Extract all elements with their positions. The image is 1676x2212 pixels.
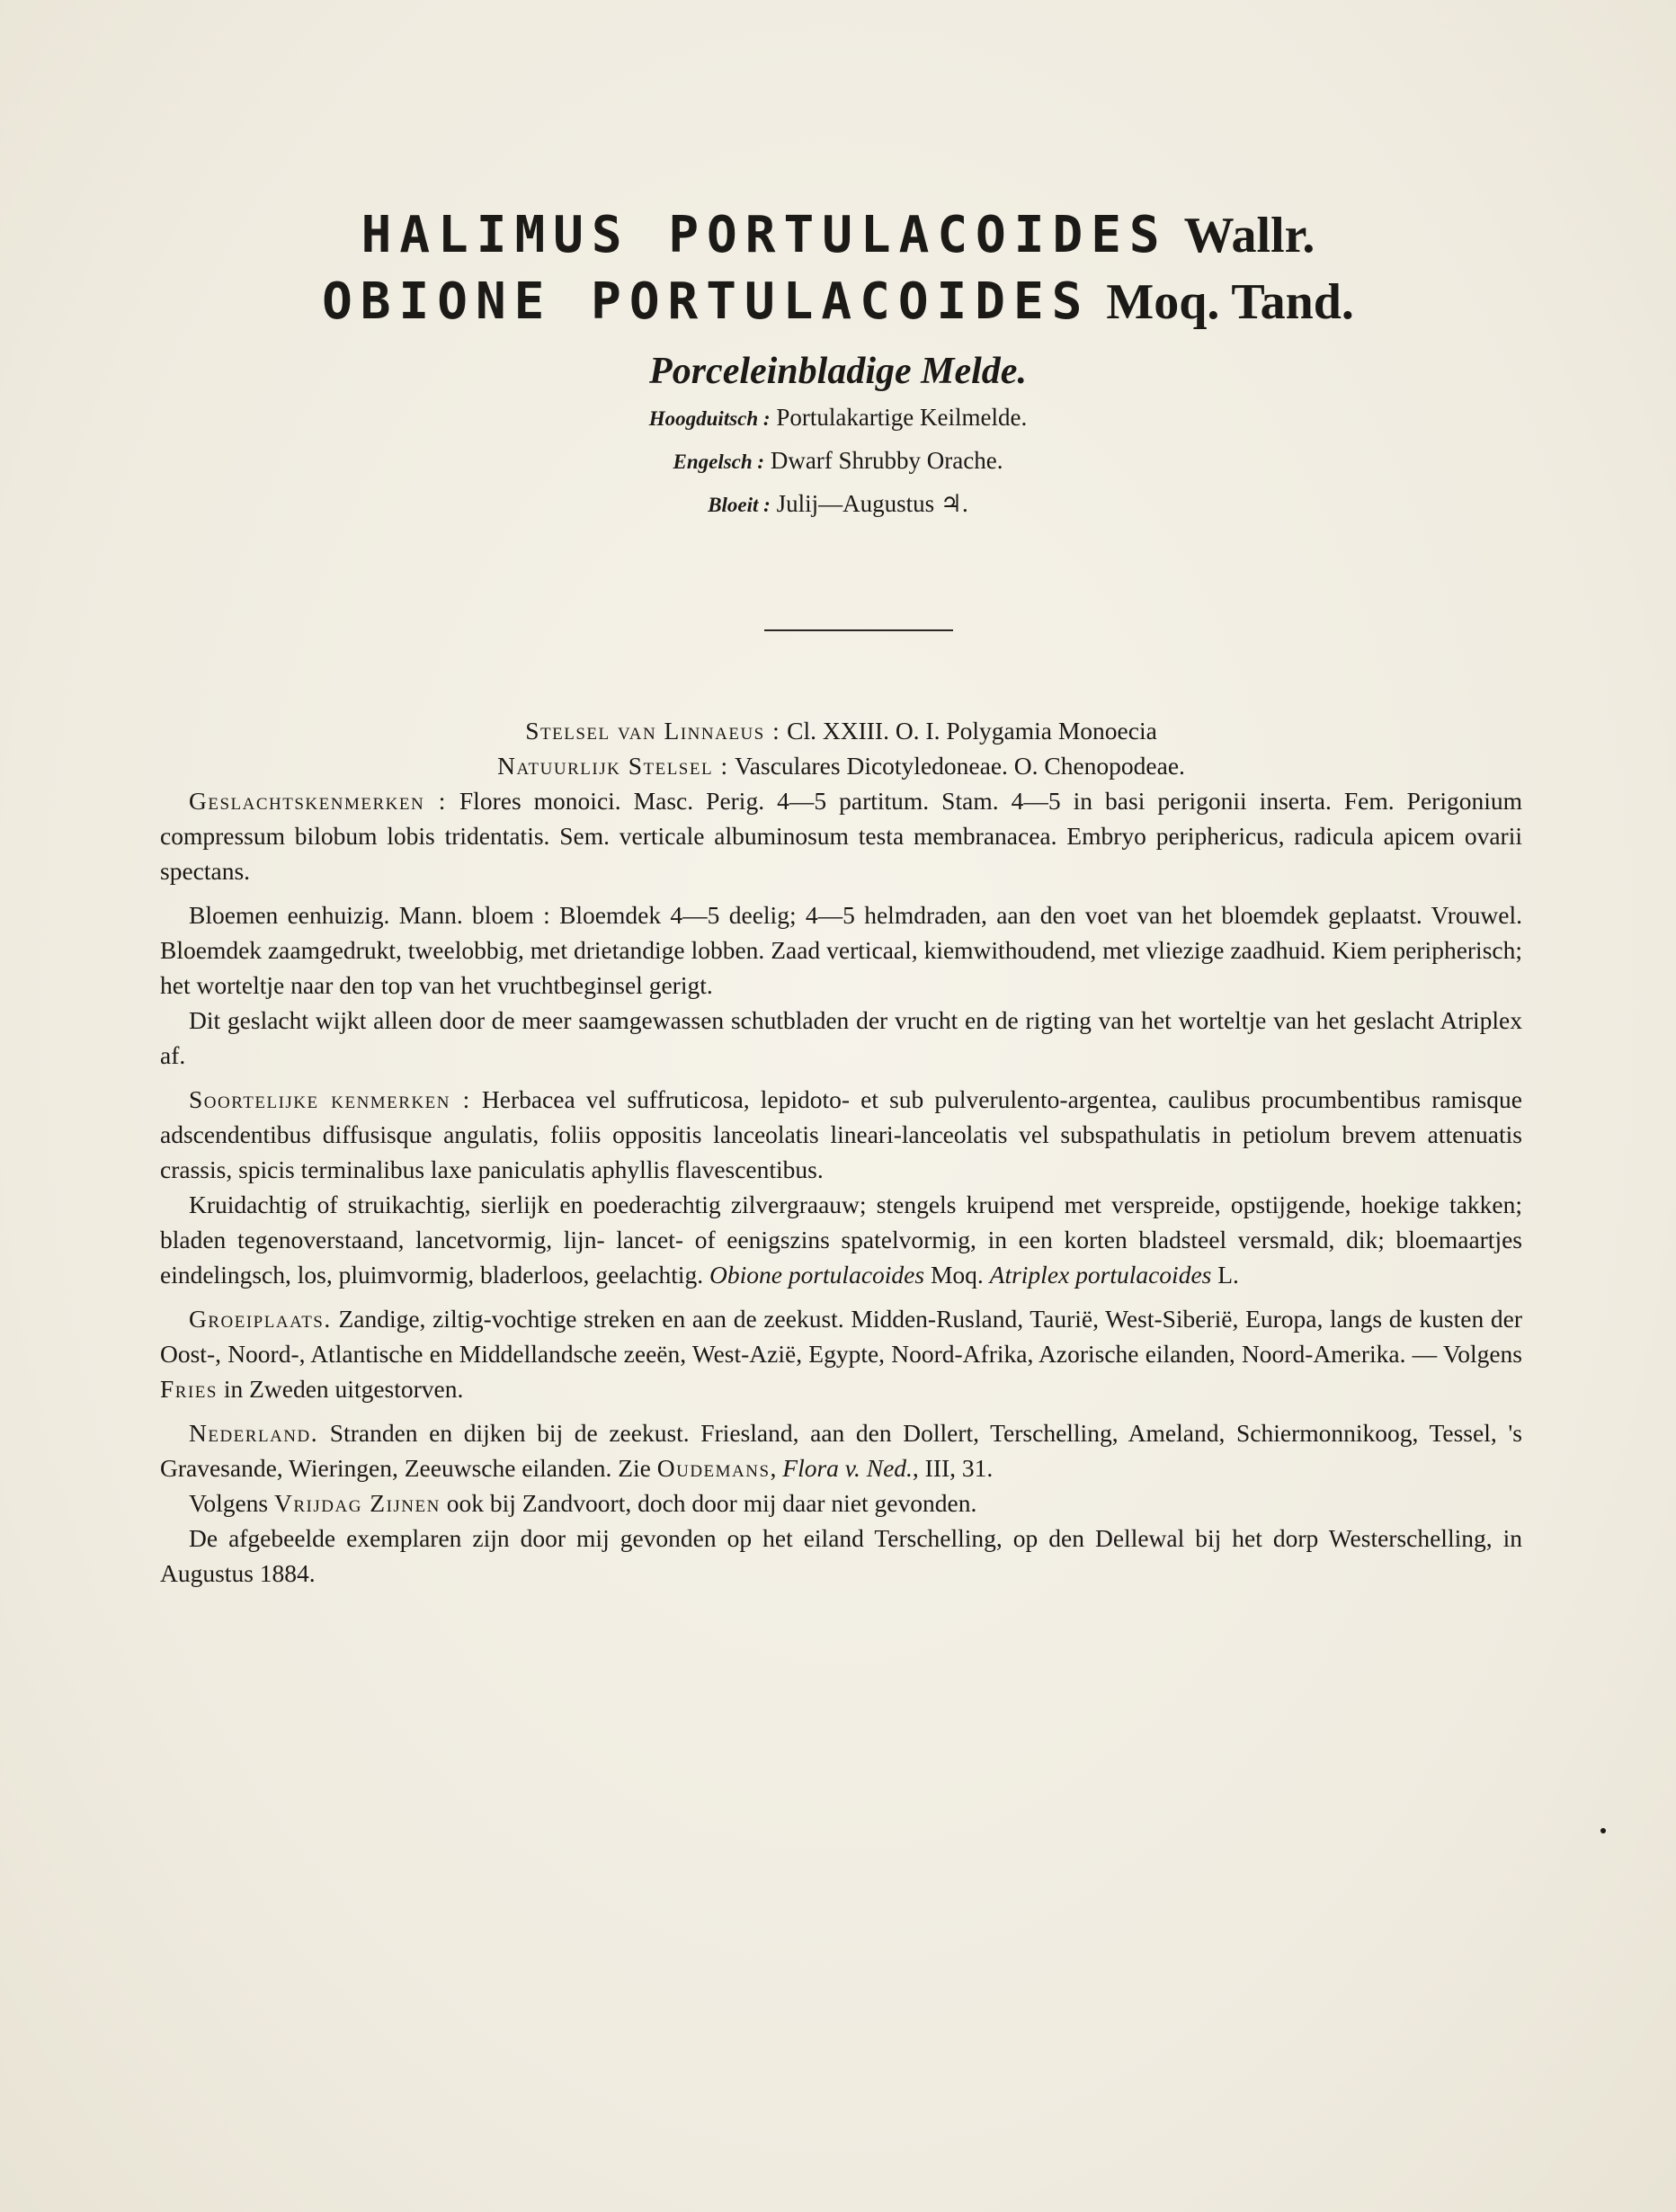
vrijdag-paragraph [160,1485,1522,1521]
linnaeus-label: Stelsel van Linnaeus : [525,717,781,745]
english-name: Dwarf Shrubby Orache. [770,447,1003,474]
vrijdag-text: ook bij Zandvoort, doch door mij daar niet gevonden. [446,1489,977,1517]
natural-label: Natuurlijk Stelsel : [497,752,729,780]
habitat-text: Zandige, ziltig-vochtige streken en aan de zeekust. Midden-Rusland, Taurië, West-Siberië, Europa, langs de kusten der Oost-, Noord-, Atlantische en Middellandsche zeeën, West-Azië, Egypte, Noord-Afrika, Azorische eilanden, Noord-Amerika. — Volgens [160,1305,1522,1368]
species-label: Soortelijke kenmerken : [189,1085,471,1113]
netherlands-text: Stranden en dijken bij de zeekust. Friesland, aan den Dollert, Terschelling, Ameland, Schiermonnikoog, Tessel, 's Gravesande, Wieringen, Zeeuwsche eilanden. Zie [160,1419,1523,1482]
habitat-paragraph [160,1301,1522,1406]
author-1: Wallr. [1183,208,1315,263]
divider-rule [764,629,953,631]
flora-reference: Flora v. Ned. [782,1454,913,1482]
specimen-paragraph: De afgebeelde exemplaren zijn door mij gevonden op het eiland Terschelling, op den Dellewal bij het dorp Westerschelling, in Augustus 1884. [160,1524,1522,1587]
english-name-line [0,440,1676,483]
title-line-2 [0,269,1676,335]
netherlands-label: Nederland. [189,1419,319,1447]
synonym-atriplex-author: L. [1217,1261,1239,1289]
netherlands-paragraph [160,1415,1522,1485]
habitat-label: Groeiplaats. [189,1305,332,1333]
synonym-atriplex: Atriplex portulacoides [989,1261,1212,1289]
oudemans-name: Oudemans [656,1454,771,1482]
title-line-1 [0,202,1676,269]
genus-latin-paragraph [160,783,1522,888]
author-2: Moq. Tand. [1106,274,1354,330]
scientific-name-2: OBIONE PORTULACOIDES [322,272,1091,331]
species-latin: Herbacea vel suffruticosa, lepidoto- et sub pulverulento-argentea, caulibus procumbentibus ramisque adscendentibus diffusisque angulatis, foliis oppositis lanceolatis lineari-lanceolatis vel subspathulatis in petiolum brevem attenuatis crassis, spicis terminalibus laxe paniculatis aphyllis flavescentibus. [160,1085,1523,1183]
bloom-label: Bloeit : [708,494,771,516]
german-label: Hoogduitsch : [648,407,771,430]
genus-note-paragraph: Dit geslacht wijkt alleen door de meer saamgewassen schutbladen der vrucht en de rigting van het worteltje van het geslacht Atriplex af. [160,1006,1522,1069]
ink-speck [1600,1828,1606,1833]
species-dutch: Kruidachtig of struikachtig, sierlijk en poederachtig zilvergraauw; stengels kruipend met verspreide, opstijgende, hoekige takken; bladen tegenoverstaand, lancetvormig, lijn- lancet- of eenigszins spatelvormig, in een korten bladsteel versmald, dik; bloemaartjes eindelingsch, los, pluimvormig, bladerloos, geelachtig. [160,1191,1522,1289]
comma: , [770,1454,777,1482]
description-body [160,713,1522,1591]
genus-dutch-paragraph: Bloemen eenhuizig. Mann. bloem : Bloemdek 4—5 deelig; 4—5 helmdraden, aan den voet van het bloemdek geplaatst. Vrouwel. Bloemdek zaamgedrukt, tweelobbig, met drietandige lobben. Zaad verticaal, kiemwithoudend, met vliezige zaadhuid. Kiem peripherisch; het worteltje naar den top van het vruchtbeginsel gerigt. [160,901,1522,999]
scientific-name-1: HALIMUS PORTULACOIDES [361,206,1168,264]
bloom-line [0,483,1676,526]
volgens-text: Volgens [189,1489,269,1517]
habitat-text-end: in Zweden uitgestorven. [223,1375,464,1403]
synonym-obione: Obione portulacoides [709,1261,925,1289]
linnaeus-system [160,713,1522,748]
header [0,202,1676,526]
english-label: Engelsch : [673,450,765,473]
german-name: Portulakartige Keilmelde. [776,404,1028,431]
natural-system [160,748,1522,783]
species-dutch-paragraph [160,1187,1522,1292]
linnaeus-value: Cl. XXIII. O. I. Polygamia Monoecia [787,717,1157,745]
flora-pages: , III, 31. [912,1454,994,1482]
genus-label: Geslachtskenmerken : [189,787,447,815]
synonym-obione-author: Moq. [930,1261,984,1289]
genus-latin: Flores monoici. Masc. Perig. 4—5 partitum. Stam. 4—5 in basi perigonii inserta. Fem. Perigonium compressum bilobum lobis tridentatis. Sem. verticale albuminosum testa membranacea. Embryo periphericus, radicula apicem ovarii spectans. [160,787,1522,885]
species-latin-paragraph [160,1082,1522,1187]
bloom-period: Julij—Augustus ♃. [776,490,968,517]
vrijdag-name: Vrijdag Zijnen [274,1489,441,1517]
dutch-name: Porceleinbladige Melde. [649,351,1027,392]
german-name-line [0,397,1676,440]
fries-name: Fries [160,1375,218,1403]
natural-value: Vasculares Dicotyledoneae. O. Chenopodeae. [735,752,1185,780]
